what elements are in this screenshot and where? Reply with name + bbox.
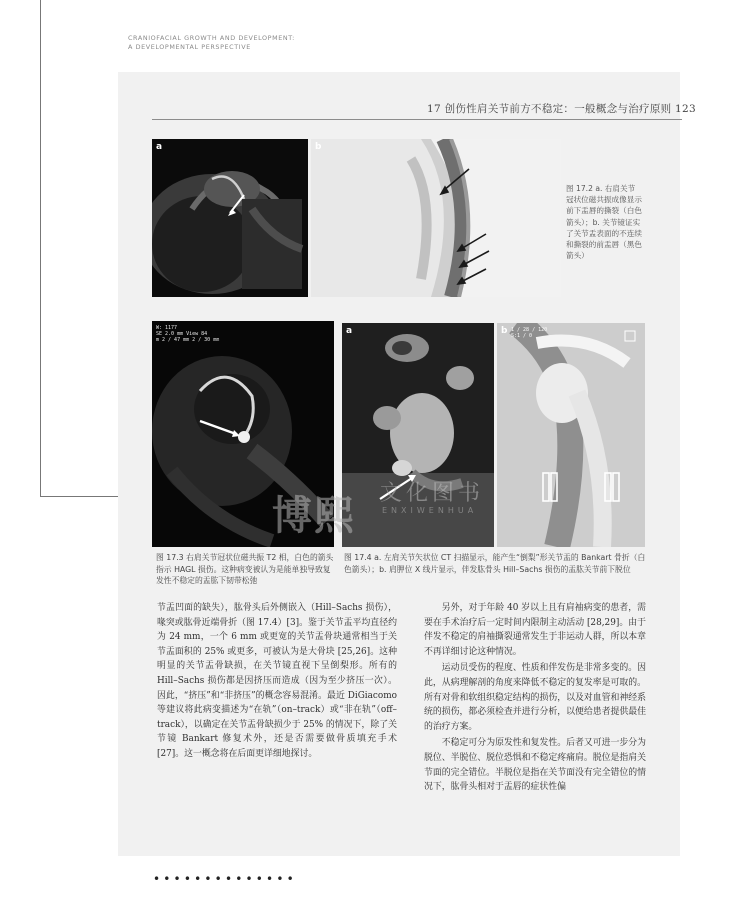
body-text-right-column: [424, 601, 646, 795]
figure-17-2a-mri-image: [152, 139, 308, 297]
figure-17-3-mri-image: [152, 321, 334, 547]
figure-17-4a-ct-image: [342, 323, 494, 547]
figure-17-4-caption: 图 17.4 a. 左肩关节矢状位 CT 扫描显示，能产生“倒梨”形关节盂的 Bankart 骨折（白色箭头）；b. 肩胛位 X 线片显示，伴发肱骨头 Hill–Sachs 损伤的盂肱关节前下脱位: [344, 553, 646, 574]
series-header-line-2: A DEVELOPMENTAL PERSPECTIVE: [128, 43, 251, 51]
figure-17-4b-scan-text: 1 / 28 / 120 S:1 / 0: [511, 327, 548, 339]
frame-vertical-line: [40, 0, 41, 496]
body-paragraph: 节盂凹面的缺失），肱骨头后外侧嵌入（Hill–Sachs 损伤），喙突或肱骨近端骨折（图 17.4）[3]。鉴于关节盂平均直径约为 24 mm，一个 6 mm 或更宽的关节盂骨块通常相当于关节盂面积的 25% 或更多，可被认为是大骨块 [25,26]。这种明显的关节盂骨缺损，在关节镜直视下呈倒梨形。所有的 Hill–Sachs 损伤都是因挤压而造成（因为至少挤压一次）。因此，“挤压”和“非挤压”的概念容易混淆。最近 DiGiacomo 等建议将此病变描述为“在轨”（on–track）或“非在轨”（off–track），以确定在关节盂骨缺损少于 25% 的情况下，除了关节镜 Bankart 修复术外，还是否需要做骨质填充手术 [27]。这一概念将在后面更详细地探讨。: [157, 603, 397, 759]
body-paragraph: 不稳定可分为原发性和复发性。后者又可进一步分为脱位、半脱位、脱位恐惧和不稳定疼痛肩。脱位是指肩关节面的完全错位。半脱位是指在关节面没有完全错位的情况下，肱骨头相对于盂唇的症状性偏: [424, 738, 646, 793]
body-paragraph: 另外，对于年龄 40 岁以上且有肩袖病变的患者，需要在手术治疗后一定时间内限制主动活动 [28,29]。由于伴发不稳定的肩袖撕裂通常发生于非运动人群，所以本章不再详细讨论这种情况。: [424, 603, 646, 657]
figure-17-3-scan-text: W: 1177 SE 2.0 mm View 84 m 2 / 47 mm 2 / 30 mm: [156, 325, 220, 343]
figure-17-4b-label: b: [501, 326, 508, 336]
figure-17-4b-xray-image: [497, 323, 645, 547]
footer-dots: ••••••••••••••: [153, 872, 297, 886]
figure-17-2-caption: 图 17.2 a. 右肩关节冠状位磁共振成像显示前下盂唇的撕裂（白色箭头）；b. 关节镜证实了关节盂表面的不连续和撕裂的前盂唇（黑色箭头）: [566, 184, 642, 261]
running-head: 17 创伤性肩关节前方不稳定：一般概念与治疗原则 123: [427, 103, 696, 115]
body-paragraph: 运动员受伤的程度、性质和伴发伤是非常多变的。因此，从病理解剖的角度来降低不稳定的复发率是可取的。所有对骨和软组织稳定结构的损伤，以及对血管和神经系统的损伤，都必须检查并进行分析，以便给患者提供最佳的治疗方案。: [424, 663, 646, 732]
figure-17-2a-label: a: [156, 142, 163, 152]
body-text-left-column: [157, 601, 397, 762]
frame-horizontal-line: [40, 496, 123, 497]
series-header: [128, 34, 295, 52]
watermark-english-text: ENXIWENHUA: [382, 506, 478, 515]
running-head-rule: [152, 119, 682, 120]
figure-17-2b-label: b: [315, 142, 322, 152]
watermark-chinese-text: 文化图书: [380, 481, 485, 506]
series-header-line-1: CRANIOFACIAL GROWTH AND DEVELOPMENT:: [128, 34, 295, 42]
figure-17-2b-arthroscopy-image: [311, 139, 561, 297]
figure-17-4a-label: a: [346, 326, 353, 336]
watermark-mark: 博熙: [272, 493, 356, 539]
figure-17-3-caption: 图 17.3 右肩关节冠状位磁共振 T2 相，白色的箭头指示 HAGL 损伤。这种病变被认为是能单独导致复发性不稳定的盂肱下韧带松弛: [156, 553, 334, 585]
